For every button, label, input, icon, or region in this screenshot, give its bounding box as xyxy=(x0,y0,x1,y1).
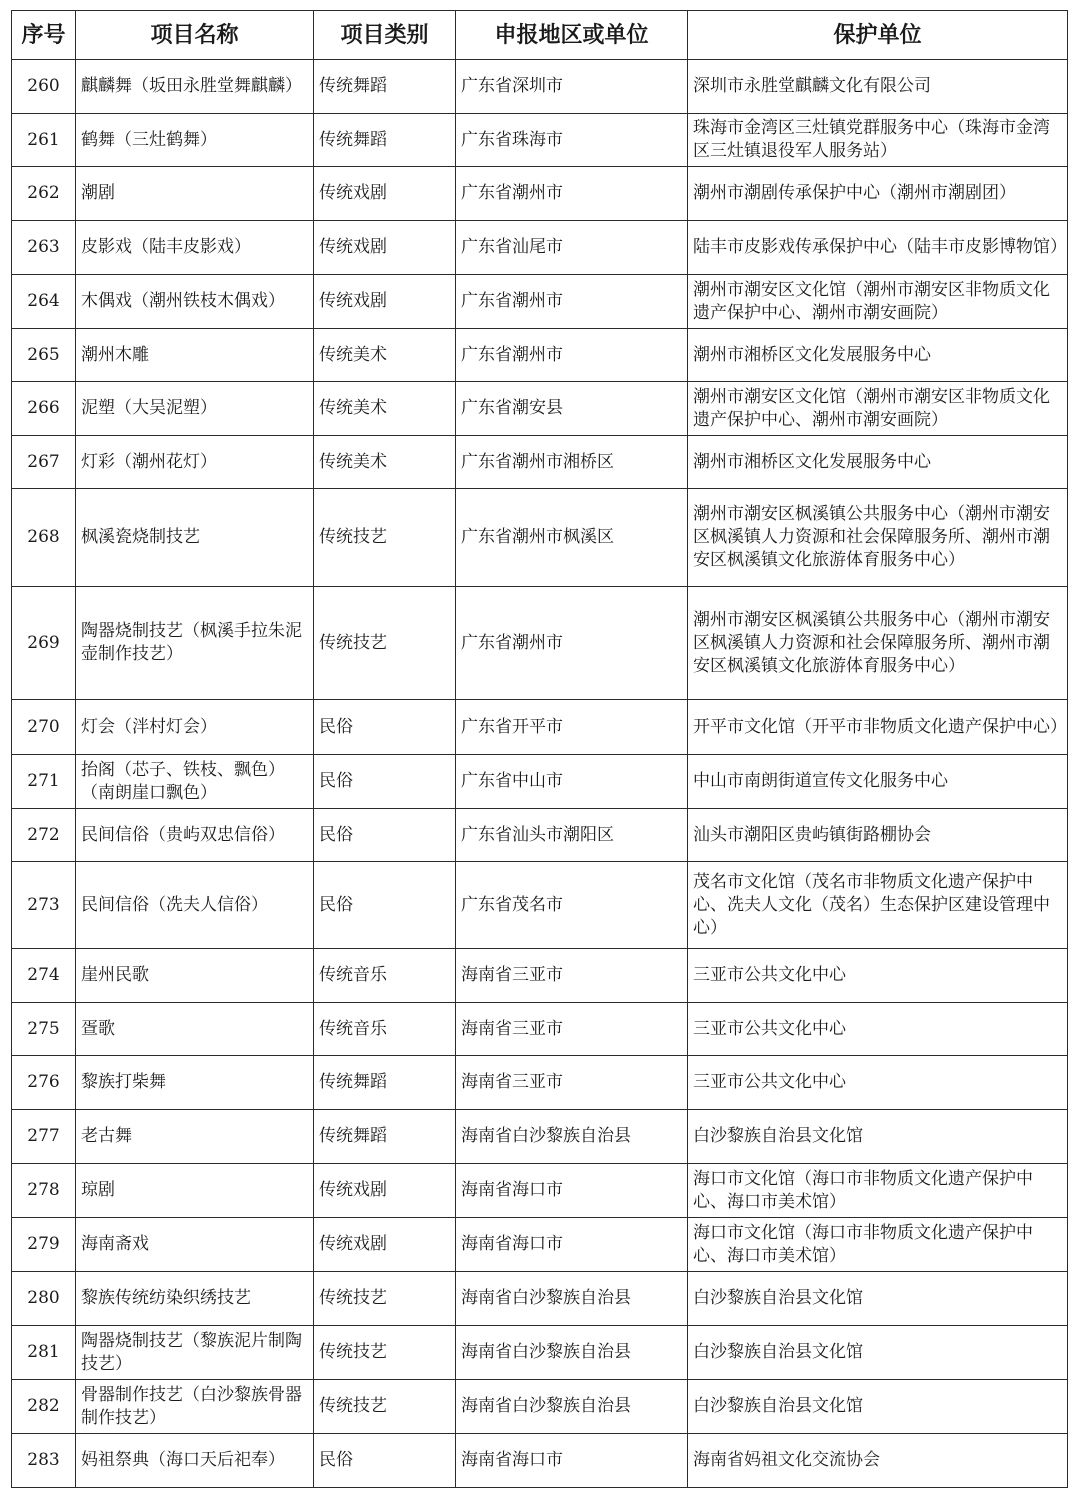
project-name-cell: 黎族打柴舞 xyxy=(76,1056,314,1110)
project-name-cell: 民间信俗（冼夫人信俗） xyxy=(76,862,314,949)
applicant-region-cell: 广东省汕尾市 xyxy=(456,221,688,275)
applicant-region-cell: 广东省深圳市 xyxy=(456,60,688,114)
applicant-region-cell: 海南省海口市 xyxy=(456,1164,688,1218)
project-name-cell: 灯彩（潮州花灯） xyxy=(76,436,314,489)
table-row xyxy=(12,114,1068,167)
project-name-cell: 黎族传统纺染织绣技艺 xyxy=(76,1272,314,1326)
header-applicant-region: 申报地区或单位 xyxy=(456,11,688,60)
project-name-cell: 潮州木雕 xyxy=(76,329,314,382)
applicant-region-cell: 广东省珠海市 xyxy=(456,114,688,167)
project-category-cell: 民俗 xyxy=(314,1434,456,1488)
protection-unit-cell: 深圳市永胜堂麒麟文化有限公司 xyxy=(688,60,1068,114)
table-body xyxy=(12,60,1068,1488)
table-row xyxy=(12,1110,1068,1164)
table-row xyxy=(12,862,1068,949)
serial-number-cell: 270 xyxy=(12,700,76,755)
heritage-list-table xyxy=(11,10,1068,1488)
protection-unit-cell: 三亚市公共文化中心 xyxy=(688,949,1068,1003)
table-row xyxy=(12,755,1068,809)
header-row xyxy=(12,11,1068,60)
table-row xyxy=(12,1003,1068,1056)
project-category-cell: 传统戏剧 xyxy=(314,167,456,221)
project-name-cell: 民间信俗（贵屿双忠信俗） xyxy=(76,809,314,862)
serial-number-cell: 260 xyxy=(12,60,76,114)
applicant-region-cell: 海南省白沙黎族自治县 xyxy=(456,1272,688,1326)
applicant-region-cell: 广东省潮州市 xyxy=(456,329,688,382)
project-category-cell: 传统音乐 xyxy=(314,1003,456,1056)
project-name-cell: 鹤舞（三灶鹤舞） xyxy=(76,114,314,167)
project-name-cell: 灯会（泮村灯会） xyxy=(76,700,314,755)
table-row xyxy=(12,329,1068,382)
serial-number-cell: 275 xyxy=(12,1003,76,1056)
applicant-region-cell: 广东省茂名市 xyxy=(456,862,688,949)
applicant-region-cell: 海南省海口市 xyxy=(456,1434,688,1488)
applicant-region-cell: 海南省海口市 xyxy=(456,1218,688,1272)
project-category-cell: 传统舞蹈 xyxy=(314,114,456,167)
project-category-cell: 传统美术 xyxy=(314,382,456,436)
project-category-cell: 传统技艺 xyxy=(314,1272,456,1326)
protection-unit-cell: 海南省妈祖文化交流协会 xyxy=(688,1434,1068,1488)
protection-unit-cell: 潮州市湘桥区文化发展服务中心 xyxy=(688,329,1068,382)
project-category-cell: 民俗 xyxy=(314,755,456,809)
protection-unit-cell: 海口市文化馆（海口市非物质文化遗产保护中心、海口市美术馆） xyxy=(688,1218,1068,1272)
serial-number-cell: 278 xyxy=(12,1164,76,1218)
project-category-cell: 传统技艺 xyxy=(314,1380,456,1434)
serial-number-cell: 272 xyxy=(12,809,76,862)
applicant-region-cell: 海南省白沙黎族自治县 xyxy=(456,1326,688,1380)
protection-unit-cell: 潮州市潮安区文化馆（潮州市潮安区非物质文化遗产保护中心、潮州市潮安画院） xyxy=(688,382,1068,436)
protection-unit-cell: 白沙黎族自治县文化馆 xyxy=(688,1110,1068,1164)
applicant-region-cell: 广东省潮安县 xyxy=(456,382,688,436)
applicant-region-cell: 广东省潮州市枫溪区 xyxy=(456,489,688,587)
project-category-cell: 传统技艺 xyxy=(314,489,456,587)
protection-unit-cell: 中山市南朗街道宣传文化服务中心 xyxy=(688,755,1068,809)
project-category-cell: 民俗 xyxy=(314,809,456,862)
protection-unit-cell: 开平市文化馆（开平市非物质文化遗产保护中心） xyxy=(688,700,1068,755)
serial-number-cell: 279 xyxy=(12,1218,76,1272)
table-row xyxy=(12,489,1068,587)
project-name-cell: 琼剧 xyxy=(76,1164,314,1218)
protection-unit-cell: 白沙黎族自治县文化馆 xyxy=(688,1380,1068,1434)
project-category-cell: 传统戏剧 xyxy=(314,275,456,329)
protection-unit-cell: 茂名市文化馆（茂名市非物质文化遗产保护中心、冼夫人文化（茂名）生态保护区建设管理中心） xyxy=(688,862,1068,949)
applicant-region-cell: 海南省白沙黎族自治县 xyxy=(456,1110,688,1164)
project-name-cell: 抬阁（芯子、铁枝、飘色）（南朗崖口飘色） xyxy=(76,755,314,809)
header-serial-number: 序号 xyxy=(12,11,76,60)
serial-number-cell: 262 xyxy=(12,167,76,221)
project-category-cell: 传统戏剧 xyxy=(314,221,456,275)
applicant-region-cell: 广东省潮州市 xyxy=(456,587,688,700)
serial-number-cell: 266 xyxy=(12,382,76,436)
project-category-cell: 传统美术 xyxy=(314,329,456,382)
serial-number-cell: 273 xyxy=(12,862,76,949)
serial-number-cell: 264 xyxy=(12,275,76,329)
serial-number-cell: 282 xyxy=(12,1380,76,1434)
applicant-region-cell: 广东省潮州市湘桥区 xyxy=(456,436,688,489)
protection-unit-cell: 潮州市潮安区枫溪镇公共服务中心（潮州市潮安区枫溪镇人力资源和社会保障服务所、潮州市潮安区枫溪镇文化旅游体育服务中心） xyxy=(688,587,1068,700)
protection-unit-cell: 白沙黎族自治县文化馆 xyxy=(688,1326,1068,1380)
protection-unit-cell: 三亚市公共文化中心 xyxy=(688,1003,1068,1056)
applicant-region-cell: 广东省潮州市 xyxy=(456,275,688,329)
project-name-cell: 泥塑（大吴泥塑） xyxy=(76,382,314,436)
table-row xyxy=(12,436,1068,489)
project-category-cell: 传统戏剧 xyxy=(314,1218,456,1272)
protection-unit-cell: 白沙黎族自治县文化馆 xyxy=(688,1272,1068,1326)
serial-number-cell: 265 xyxy=(12,329,76,382)
serial-number-cell: 269 xyxy=(12,587,76,700)
table-row xyxy=(12,1218,1068,1272)
header-project-category: 项目类别 xyxy=(314,11,456,60)
serial-number-cell: 283 xyxy=(12,1434,76,1488)
serial-number-cell: 280 xyxy=(12,1272,76,1326)
applicant-region-cell: 海南省三亚市 xyxy=(456,949,688,1003)
protection-unit-cell: 潮州市潮剧传承保护中心（潮州市潮剧团） xyxy=(688,167,1068,221)
protection-unit-cell: 潮州市潮安区文化馆（潮州市潮安区非物质文化遗产保护中心、潮州市潮安画院） xyxy=(688,275,1068,329)
project-name-cell: 骨器制作技艺（白沙黎族骨器制作技艺） xyxy=(76,1380,314,1434)
protection-unit-cell: 三亚市公共文化中心 xyxy=(688,1056,1068,1110)
project-name-cell: 麒麟舞（坂田永胜堂舞麒麟） xyxy=(76,60,314,114)
project-name-cell: 木偶戏（潮州铁枝木偶戏） xyxy=(76,275,314,329)
serial-number-cell: 276 xyxy=(12,1056,76,1110)
table-row xyxy=(12,700,1068,755)
project-name-cell: 陶器烧制技艺（黎族泥片制陶技艺） xyxy=(76,1326,314,1380)
project-category-cell: 传统戏剧 xyxy=(314,1164,456,1218)
serial-number-cell: 274 xyxy=(12,949,76,1003)
project-name-cell: 陶器烧制技艺（枫溪手拉朱泥壶制作技艺） xyxy=(76,587,314,700)
project-category-cell: 传统美术 xyxy=(314,436,456,489)
serial-number-cell: 268 xyxy=(12,489,76,587)
project-category-cell: 传统技艺 xyxy=(314,1326,456,1380)
applicant-region-cell: 广东省汕头市潮阳区 xyxy=(456,809,688,862)
applicant-region-cell: 海南省三亚市 xyxy=(456,1056,688,1110)
table-row xyxy=(12,167,1068,221)
protection-unit-cell: 汕头市潮阳区贵屿镇街路棚协会 xyxy=(688,809,1068,862)
serial-number-cell: 261 xyxy=(12,114,76,167)
header-protection-unit: 保护单位 xyxy=(688,11,1068,60)
project-name-cell: 妈祖祭典（海口天后祀奉） xyxy=(76,1434,314,1488)
project-category-cell: 民俗 xyxy=(314,862,456,949)
serial-number-cell: 281 xyxy=(12,1326,76,1380)
table-row xyxy=(12,1434,1068,1488)
table-row xyxy=(12,382,1068,436)
applicant-region-cell: 广东省中山市 xyxy=(456,755,688,809)
table-row xyxy=(12,949,1068,1003)
applicant-region-cell: 海南省白沙黎族自治县 xyxy=(456,1380,688,1434)
applicant-region-cell: 广东省潮州市 xyxy=(456,167,688,221)
serial-number-cell: 277 xyxy=(12,1110,76,1164)
project-category-cell: 民俗 xyxy=(314,700,456,755)
project-name-cell: 枫溪瓷烧制技艺 xyxy=(76,489,314,587)
project-name-cell: 老古舞 xyxy=(76,1110,314,1164)
table-row xyxy=(12,1056,1068,1110)
project-name-cell: 潮剧 xyxy=(76,167,314,221)
serial-number-cell: 271 xyxy=(12,755,76,809)
project-category-cell: 传统舞蹈 xyxy=(314,1110,456,1164)
header-project-name: 项目名称 xyxy=(76,11,314,60)
protection-unit-cell: 海口市文化馆（海口市非物质文化遗产保护中心、海口市美术馆） xyxy=(688,1164,1068,1218)
table-row xyxy=(12,1272,1068,1326)
project-category-cell: 传统舞蹈 xyxy=(314,60,456,114)
project-name-cell: 疍歌 xyxy=(76,1003,314,1056)
protection-unit-cell: 潮州市湘桥区文化发展服务中心 xyxy=(688,436,1068,489)
project-category-cell: 传统音乐 xyxy=(314,949,456,1003)
project-name-cell: 海南斋戏 xyxy=(76,1218,314,1272)
project-name-cell: 皮影戏（陆丰皮影戏） xyxy=(76,221,314,275)
table-row xyxy=(12,275,1068,329)
applicant-region-cell: 广东省开平市 xyxy=(456,700,688,755)
table-row xyxy=(12,1380,1068,1434)
serial-number-cell: 263 xyxy=(12,221,76,275)
applicant-region-cell: 海南省三亚市 xyxy=(456,1003,688,1056)
protection-unit-cell: 陆丰市皮影戏传承保护中心（陆丰市皮影博物馆） xyxy=(688,221,1068,275)
project-category-cell: 传统舞蹈 xyxy=(314,1056,456,1110)
table-row xyxy=(12,587,1068,700)
table-row xyxy=(12,809,1068,862)
protection-unit-cell: 潮州市潮安区枫溪镇公共服务中心（潮州市潮安区枫溪镇人力资源和社会保障服务所、潮州市潮安区枫溪镇文化旅游体育服务中心） xyxy=(688,489,1068,587)
project-category-cell: 传统技艺 xyxy=(314,587,456,700)
table-row xyxy=(12,1164,1068,1218)
protection-unit-cell: 珠海市金湾区三灶镇党群服务中心（珠海市金湾区三灶镇退役军人服务站） xyxy=(688,114,1068,167)
table-row xyxy=(12,1326,1068,1380)
serial-number-cell: 267 xyxy=(12,436,76,489)
table-row xyxy=(12,60,1068,114)
table-row xyxy=(12,221,1068,275)
project-name-cell: 崖州民歌 xyxy=(76,949,314,1003)
